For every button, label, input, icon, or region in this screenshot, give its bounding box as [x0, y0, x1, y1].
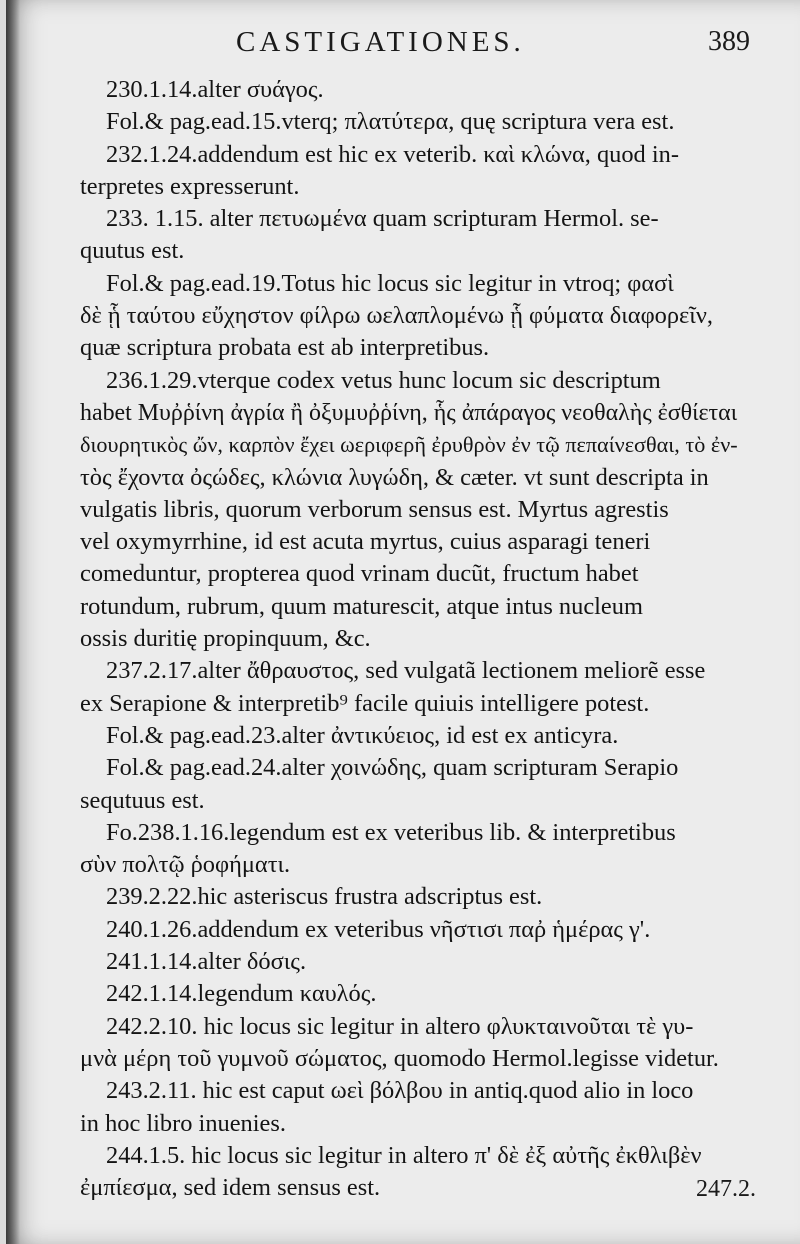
text-line: vel oxymyrrhine, id est acuta myrtus, cuius asparagi teneri: [80, 528, 651, 556]
text-block: [80, 74, 744, 1204]
text-line: quutus est.: [80, 237, 185, 265]
text-line: 241.1.14.alter δόσις.: [106, 948, 307, 976]
text-line: Fol.& pag.ead.24.alter χοινώδης, quam scripturam Serapio: [106, 754, 679, 782]
text-line: ἐμπίεσμα, sed idem sensus est.: [80, 1174, 381, 1202]
text-line: 239.2.22.hic asteriscus frustra adscriptus est.: [106, 883, 543, 911]
page-header: [6, 22, 800, 62]
running-title: CASTIGATIONES.: [236, 26, 525, 58]
text-line: δὲ ᾗ ταύτου εὔχηστον φίλρω ωελαπλομένω ᾗ φύματα διαφορεῖν,: [80, 302, 713, 330]
text-line: terpretes expresserunt.: [80, 172, 300, 200]
text-line: ossis duritię propinquum, &c.: [80, 625, 371, 653]
text-line: τὸς ἔχοντα ὀςώδες, κλώνια λυγώδη, & cæter. vt sunt descripta in: [80, 463, 709, 491]
text-line: 243.2.11. hic est caput ωεὶ βόλβου in antiq.quod alio in loco: [106, 1077, 694, 1105]
text-line: σὺν πολτῷ ῥοφήματι.: [80, 851, 291, 879]
text-line: habet Μυῤῥίνη ἀγρία ἢ ὀξυμυῤῥίνη, ἧς ἀπάραγος νεοθαλὴς ἐσθίεται: [80, 399, 738, 426]
text-line: sequtuus est.: [80, 786, 205, 814]
text-line: 240.1.26.addendum ex veteribus νῆστισι παῤ ἡμέρας γ'.: [106, 915, 651, 943]
text-line: 233. 1.15. alter πετυωμένα quam scripturam Hermol. se-: [106, 205, 659, 233]
book-page: [6, 0, 800, 1244]
text-line: vulgatis libris, quorum verborum sensus est. Myrtus agrestis: [80, 495, 669, 523]
text-line: 244.1.5. hic locus sic legitur in altero π' δὲ ἐξ αὐτῆς ἐκθλιβὲν: [106, 1141, 702, 1169]
text-line: 242.2.10. hic locus sic legitur in altero φλυκταινοῦται τὲ γυ-: [106, 1012, 694, 1040]
text-line: Fol.& pag.ead.15.vterq; πλατύτερα, quę scriptura vera est.: [106, 108, 675, 136]
text-line: Fol.& pag.ead.19.Totus hic locus sic legitur in vtroq; φασὶ: [106, 269, 674, 297]
text-line: in hoc libro inuenies.: [80, 1109, 286, 1137]
text-line: Fol.& pag.ead.23.alter ἀντικύειος, id est ex anticyra.: [106, 721, 619, 749]
text-line: 236.1.29.vterque codex vetus hunc locum sic descriptum: [106, 366, 661, 394]
text-line: 237.2.17.alter ἄθραυστος, sed vulgatã lectionem meliorẽ esse: [106, 657, 706, 685]
text-line: 232.1.24.addendum est hic ex veterib. καὶ κλώνα, quod in-: [106, 140, 679, 168]
text-line: μνὰ μέρη τοῦ γυμνοῦ σώματος, quomodo Hermol.legisse videtur.: [80, 1044, 719, 1072]
text-line: 242.1.14.legendum καυλός.: [106, 980, 377, 1008]
text-line: rotundum, rubrum, quum maturescit, atque intus nucleum: [80, 592, 643, 620]
text-line: comeduntur, propterea quod vrinam ducũt, fructum habet: [80, 560, 639, 588]
text-line: ex Serapione & interpretib⁹ facile quiuis intelligere potest.: [80, 689, 650, 717]
page-number: 389: [708, 26, 750, 57]
text-line: Fo.238.1.16.legendum est ex veteribus lib. & interpretibus: [106, 818, 676, 846]
text-line: διουρητικὸς ὤν, καρπὸν ἔχει ωεριφερῆ ἐρυθρὸν ἐν τῷ πεπαίνεσθαι, τὸ ἐν-: [80, 432, 738, 458]
catchword: 247.2.: [696, 1176, 756, 1202]
text-line: 230.1.14.alter συάγος.: [106, 76, 324, 103]
text-line: quæ scriptura probata est ab interpretibus.: [80, 334, 490, 362]
